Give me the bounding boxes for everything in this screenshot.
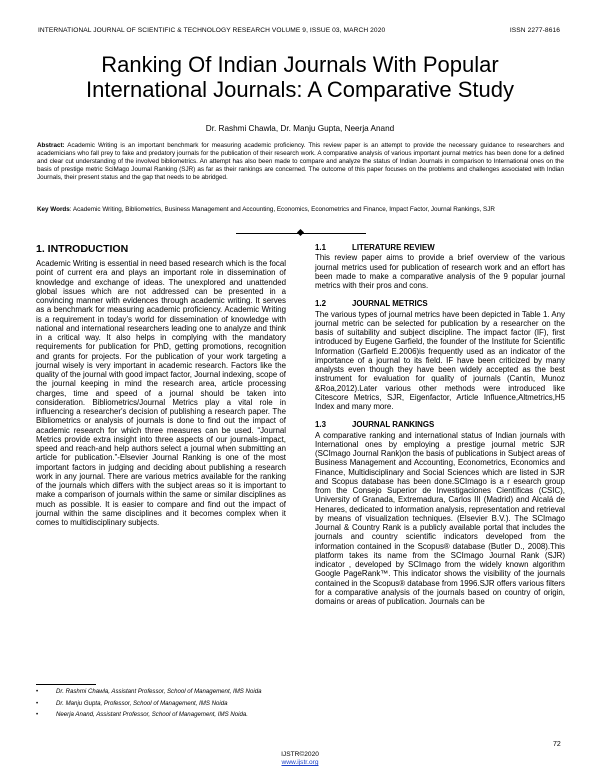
- journal-metrics-heading: [315, 299, 565, 308]
- keywords: [37, 206, 564, 214]
- copyright-code: IJSTR©2020: [281, 751, 319, 758]
- running-header: [38, 27, 560, 34]
- footnote-text: Dr. Rashmi Chawla, Assistant Professor, School of Management, IMS Noida: [56, 688, 262, 695]
- left-column: [36, 243, 286, 527]
- section-separator: [236, 230, 366, 236]
- footnote-item: [36, 711, 286, 719]
- section-number: 1.1: [315, 243, 326, 252]
- title-line-2: International Journals: A Comparative Study: [85, 77, 515, 102]
- journal-metrics-paragraph: The various types of journal metrics have been depicted in Table 1. Any journal metric can be selected for publication by a researcher on the basis of suitability and subject discipline. The impact factor (IF), first introduced by Eugene Garfield, the founder of the Institute for Scientific Information (Garfield E.2006)is frequently used as an indicator of the importance of a journal to its field. IF have been criticized by many analysts even though they have been widely accepted as the best instrument for evaluation for quality of journals (Cantín, Munoz &Roa,2012).Later various other methods were introduced like Citescore Metrics, SJR, Eigenfactor, Article Influence,Altmetrics,H5 Index and many more.: [315, 309, 565, 411]
- author-list: Dr. Rashmi Chawla, Dr. Manju Gupta, Neerja Anand: [205, 124, 395, 133]
- bullet-icon: •: [36, 699, 39, 707]
- section-title: LITERATURE REVIEW: [352, 243, 435, 252]
- introduction-paragraph: Academic Writing is essential in need based research which is the focal point of current era and plays an important role in dissemination of knowledge and exchange of ideas. The unexplored and unattended global issues which are not addressed can be presented in a convincing manner with evidences through academic writing. It serves as a benchmark for measuring academic proficiency. Academic Writing is a requirement in today’s world for dissemination of knowledge with national and international researchers leading one to analyze and think in a critical way. It also helps in complying with the mandatory requirements for publication for PhD, getting promotions, recognition and grants for projects. For the publication of your work targeting a journal wisely is very important in academic research. Factors like the quality of the journal with good impact factor, Journal indexing, scope of the journal keeping in mind the research area, article processing charges, time and speed of a journal should be taken into consideration. Bibliometrics/Journal Metrics play a vital role in influencing a researcher's decision of publishing a research paper. The Bibliometrics or analysis of journals is done to find out the impact of academic research for which three measures can be used. “Journal Metrics provide extra insight into three aspects of our journals-impact, speed and reach-and help authors select a journal when submitting an article for publication.”-Elsevier Journal Ranking is one of the most important factors in judging and deciding about publishing a research work in any journal. There are various metrics available for the ranking of the journals which differs with the subject areas so it is important to make a comparison of journals within the same or similar disciplines as much as possible. It is easier to compare and find out the impact of journal within the same disciplines and it becomes complex when it comes to multidisciplinary subjects.: [36, 259, 286, 527]
- title-line-1: Ranking Of Indian Journals With Popular: [101, 52, 499, 77]
- introduction-heading: 1. INTRODUCTION: [36, 243, 129, 255]
- website-link[interactable]: www.ijstr.org: [281, 759, 319, 766]
- section-number: 1.3: [315, 420, 326, 430]
- footnote-item: [36, 688, 286, 696]
- bullet-icon: •: [36, 688, 39, 695]
- footnotes: [36, 688, 286, 723]
- footnote-item: [36, 700, 286, 708]
- journal-header: INTERNATIONAL JOURNAL OF SCIENTIFIC & TECHNOLOGY RESEARCH VOLUME 9, ISSUE 03, MARCH 2020: [38, 27, 386, 34]
- journal-rankings-paragraph: A comparative ranking and international status of Indian journals with International ones by employing a prestige journal metric SJR (SCImago Journal Rank)on the basis of publications in Subject areas of Business Management and Accounting, Econometrics, Economics and Finance, Multidisciplinary and Social Sciences which are listed in SJR and Scopus database has been done.SCImago is a r esearch group from the Consejo Superior de Investigaciones Científicas (CSIC), University of Granada, Extremadura, Carlos III (Madrid) and Alcalá de Henares, dedicated to information analysis, representation and retrieval by means of visualization techniques. (Elsevier B.V.). The SCImago Journal & Country Rank is a publicly available portal that includes the journals and country scientific indicators developed from the information contained in the Scopus® database (Butler D., 2008).This platform takes its name from the SCImago Journal Rank (SJR) indicator , developed by SCImago from the widely known algorithm Google PageRank™. This indicator shows the visibility of the journals contained in the Scopus® database from 1996.SJR offers various filters for a comparative analysis of the journals based on country of origin, domains or areas of publication. Journals can be: [315, 430, 565, 606]
- footnote-text: Neerja Anand, Assistant Professor, School of Management, IMS Noida.: [56, 711, 248, 719]
- right-column: [315, 243, 565, 606]
- footnote-rule: [36, 684, 96, 685]
- section-number: 1.2: [315, 299, 326, 309]
- abstract-label: Abstract:: [37, 142, 65, 149]
- page-footer: [0, 751, 600, 767]
- keywords-label: Key Words: [37, 206, 70, 213]
- journal-rankings-heading: [315, 420, 565, 429]
- footnote-text: Dr. Manju Gupta, Professor, School of Management, IMS Noida: [56, 699, 228, 707]
- page-number: 72: [553, 741, 561, 748]
- paper-title: [0, 52, 600, 102]
- abstract: [37, 142, 564, 182]
- bullet-icon: •: [36, 711, 39, 719]
- diamond-icon: [297, 229, 304, 236]
- literature-review-heading: [315, 243, 565, 252]
- section-title: JOURNAL METRICS: [352, 299, 428, 309]
- keywords-text: : Academic Writing, Bibliometrics, Business Management and Accounting, Economics, Econometrics and Finance, Impact Factor, Journal Rankings, SJR: [69, 206, 495, 213]
- issn-header: ISSN 2277-8616: [509, 27, 560, 34]
- abstract-text: Academic Writing is an important benchmark for measuring academic proficiency. This review paper is an attempt to provide the necessary guidance to researchers and academicians who fall prey to fake and predatory journals for the publication of their research work. A comparative analysis of various important journal metrics has been done for a defined and clear cut understanding of the involved bibliometrics. An attempt has also been made to compare and analyze the status of Indian Journals in comparison to International ones on the basis of prestige metric SciMago Journal Ranking (SJR) as far as their rankings are concerned. The outcome of this paper focuses on the problems and challenges associated with Indian Journals, their present status and the gap that needs to be abridged.: [37, 142, 564, 182]
- literature-review-paragraph: This review paper aims to provide a brief overview of the various journal metrics used for publication of research work and an effort has been made to make a comparative analysis of the 9 popular journal metrics with their pros and cons.: [315, 253, 565, 290]
- section-title: JOURNAL RANKINGS: [352, 420, 435, 430]
